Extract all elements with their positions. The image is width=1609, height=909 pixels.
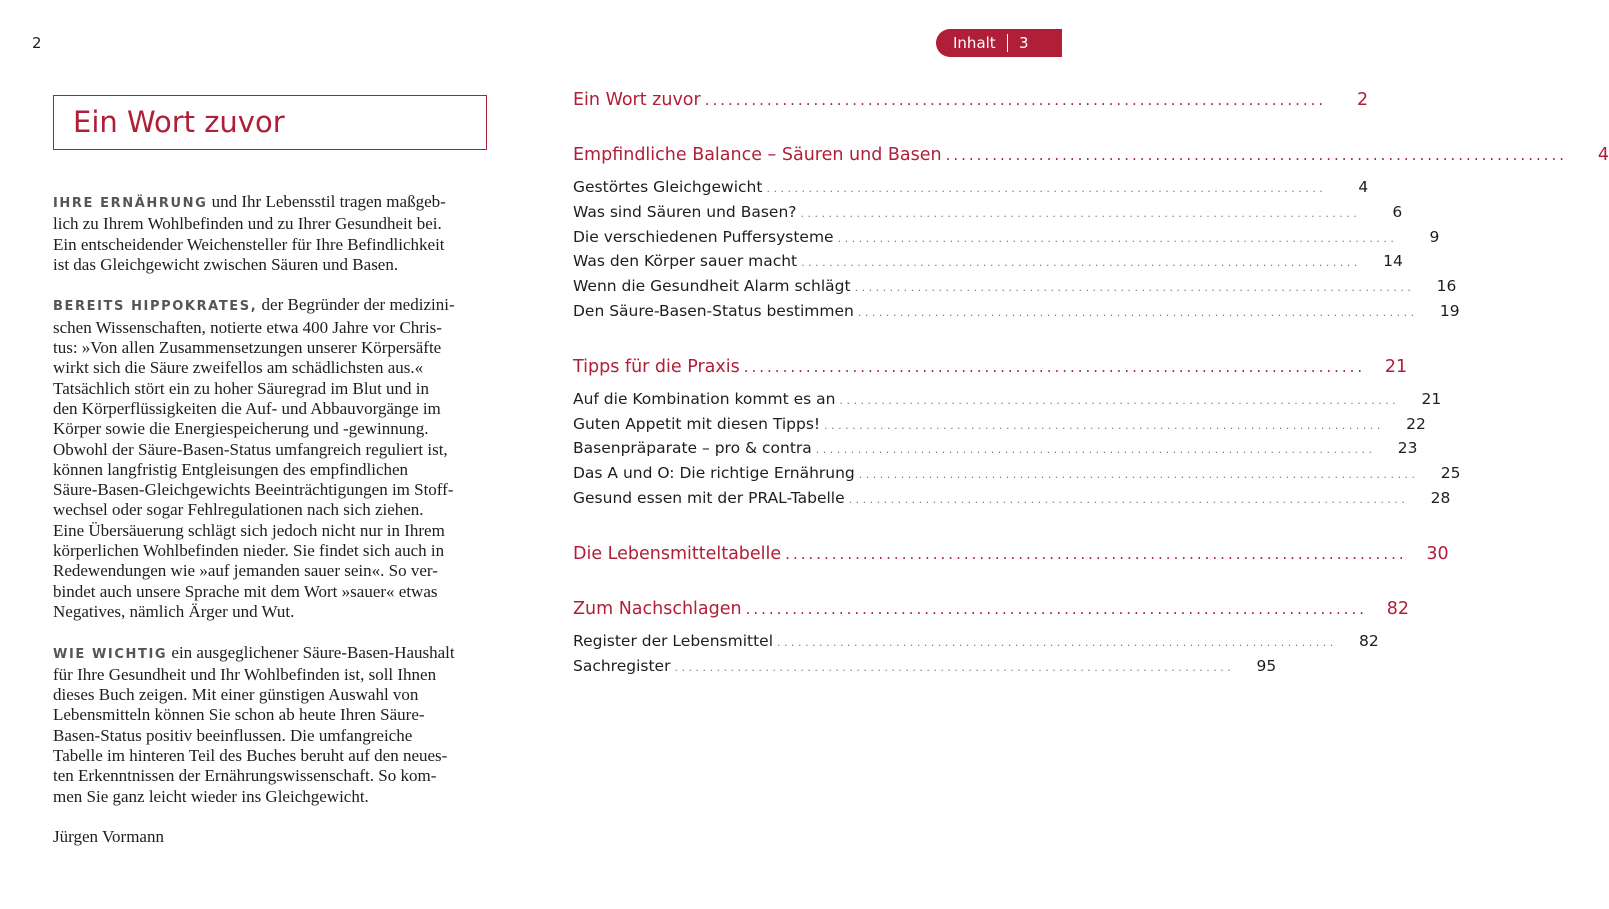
toc-spacer: [573, 379, 1011, 387]
intro-paragraph: [53, 192, 491, 275]
intro-line: [53, 338, 491, 358]
intro-line-text: und Ihr Lebensstil tragen maßgeb-: [207, 192, 446, 211]
intro-text: [53, 192, 491, 848]
intro-lead-in: BEREITS HIPPOKRATES,: [53, 299, 258, 315]
author-signature: Jürgen Vormann: [53, 827, 164, 847]
toc-entry-title: Gestörtes Gleichgewicht: [573, 178, 763, 196]
toc-entry-title: Auf die Kombination kommt es an: [573, 389, 836, 408]
intro-line-text: wechsel oder sogar Fehlregulationen nach sich ziehen.: [53, 500, 424, 520]
table-of-contents: [573, 88, 1609, 678]
intro-line: [53, 665, 491, 685]
intro-line-text: Negatives, nämlich Ärger und Wut.: [53, 601, 295, 621]
toc-entry-page: 22: [1406, 414, 1426, 433]
intro-line-text: Säure-Basen-Gleichgewichts Beeinträchtigungen im Stoff-: [53, 480, 454, 500]
intro-title-box: [53, 95, 487, 150]
toc-entry-page: 14: [1383, 252, 1403, 271]
intro-line: [53, 480, 491, 500]
intro-line: [53, 235, 491, 255]
intro-line: [53, 379, 491, 399]
intro-line: [53, 192, 491, 214]
intro-line-text: tus: »Von allen Zusammensetzungen unserer Körpersäfte: [53, 338, 442, 358]
toc-entry-page: 19: [1439, 301, 1460, 320]
intro-line: [53, 358, 491, 378]
intro-line-text: schen Wissenschaften, notierte etwa 400 Jahre vor Chris-: [53, 317, 442, 337]
toc-section-page: 82: [1386, 598, 1410, 619]
intro-paragraph: [53, 643, 491, 807]
toc-entry-title: Guten Appetit mit diesen Tipps!: [573, 414, 821, 433]
toc-entry[interactable]: [573, 225, 1440, 250]
section-tab-page-number: 3: [1019, 34, 1029, 52]
toc-leader-dots: ................................................................................: [704, 91, 1327, 109]
toc-section-title: Ein Wort zuvor: [573, 90, 701, 110]
toc-leader-dots: ................................................................................: [858, 468, 1419, 482]
toc-section-title: Zum Nachschlagen: [573, 598, 742, 619]
toc-leader-dots: ................................................................................: [743, 357, 1366, 376]
toc-section-page: 21: [1384, 356, 1408, 377]
intro-line: [53, 214, 491, 234]
toc-entry[interactable]: [573, 274, 1457, 299]
toc-entry-title: Wenn die Gesundheit Alarm schlägt: [573, 277, 851, 296]
toc-entry-title: Das A und O: Die richtige Ernährung: [573, 464, 855, 483]
intro-line-text: körperlichen Wohlbefinden nieder. Sie findet sich auch in: [53, 541, 445, 561]
toc-section-heading[interactable]: [573, 597, 1410, 621]
intro-line-text: Eine Übersäuerung schlägt sich jedoch nicht nur in Ihrem: [53, 520, 445, 540]
toc-leader-dots: ................................................................................: [674, 660, 1235, 674]
toc-leader-dots: ................................................................................: [745, 599, 1368, 618]
toc-entry-page: 82: [1359, 631, 1379, 650]
intro-line: [53, 419, 491, 439]
toc-leader-dots: ................................................................................: [815, 443, 1376, 457]
intro-line-text: Basen-Status positiv beeinflussen. Die umfangreiche: [53, 725, 413, 745]
intro-line-text: Redewendungen wie »auf jemanden sauer sein«. So ver-: [53, 561, 438, 581]
toc-leader-dots: ................................................................................: [785, 544, 1407, 563]
toc-entry-page: 16: [1436, 277, 1457, 296]
toc-section-heading[interactable]: [573, 88, 1369, 112]
toc-entry[interactable]: [573, 387, 1442, 412]
toc-entry-title: Register der Lebensmittel: [573, 631, 773, 650]
intro-line-text: der Begründer der medizini-: [257, 295, 455, 315]
intro-line: [53, 685, 491, 705]
section-tab-label: Inhalt: [953, 34, 996, 52]
toc-entry-page: 6: [1392, 202, 1403, 221]
intro-title: Ein Wort zuvor: [73, 105, 285, 139]
intro-line: [53, 399, 491, 419]
toc-entry[interactable]: [573, 629, 1379, 654]
intro-line-text: ten Erkenntnissen der Ernährungswissenschaft. So kom-: [53, 766, 437, 786]
intro-line-text: Ein entscheidender Weichensteller für Ihre Befindlichkeit: [53, 234, 445, 254]
intro-line: [53, 521, 491, 541]
intro-line-text: dieses Buch zeigen. Mit einer günstigen Auswahl von: [53, 685, 419, 705]
intro-line-text: für Ihre Gesundheit und Ihr Wohlbefinden ist, soll Ihnen: [53, 664, 437, 684]
toc-leader-dots: ................................................................................: [839, 393, 1400, 407]
toc-section-page: 4: [1597, 145, 1609, 165]
intro-line-text: lich zu Ihrem Wohlbefinden und zu Ihrer Gesundheit bei.: [53, 214, 442, 234]
toc-spacer: [573, 167, 1011, 175]
toc-spacer: [573, 112, 1011, 143]
toc-leader-dots: ................................................................................: [854, 281, 1415, 295]
toc-entry-page: 4: [1358, 178, 1369, 196]
toc-leader-dots: ................................................................................: [837, 231, 1398, 245]
toc-entry-title: Den Säure-Basen-Status bestimmen: [573, 301, 854, 320]
left-page-number: 2: [32, 34, 42, 52]
toc-spacer: [573, 511, 1011, 542]
toc-entry-page: 21: [1421, 389, 1442, 408]
toc-entry-title: Die verschiedenen Puffersysteme: [573, 227, 834, 246]
intro-line: [53, 787, 491, 807]
toc-leader-dots: ................................................................................: [857, 305, 1418, 319]
intro-line-text: können langfristig Entgleisungen des empfindlichen: [53, 459, 409, 479]
toc-entry[interactable]: [573, 412, 1426, 437]
intro-line-text: bindet auch unsere Sprache mit dem Wort »sauer« etwas: [53, 581, 438, 601]
toc-section-page: 2: [1357, 90, 1369, 110]
intro-paragraph: [53, 295, 491, 622]
intro-line-text: Tabelle im hinteren Teil des Buches beruht auf den neues-: [53, 746, 448, 766]
intro-line-text: Lebensmitteln können Sie schon ab heute Ihren Säure-: [53, 705, 425, 725]
toc-entry-page: 25: [1440, 464, 1461, 483]
toc-section-heading[interactable]: [573, 143, 1609, 167]
toc-entry-title: Sachregister: [573, 656, 671, 675]
toc-section-title: Tipps für die Praxis: [573, 356, 740, 377]
toc-entry-page: 95: [1256, 656, 1277, 675]
toc-leader-dots: ................................................................................: [848, 492, 1409, 506]
toc-entry[interactable]: [573, 299, 1460, 324]
toc-leader-dots: ................................................................................: [800, 206, 1361, 220]
toc-entry-title: Was sind Säuren und Basen?: [573, 202, 797, 221]
intro-line: [53, 440, 491, 460]
intro-line-text: Obwohl der Säure-Basen-Status umfangreich reguliert ist,: [53, 439, 448, 459]
intro-line-text: Tatsächlich stört ein zu hoher Säuregrad im Blut und in: [53, 378, 430, 398]
toc-section-heading[interactable]: [573, 542, 1449, 566]
intro-lead-in: WIE WICHTIG: [53, 646, 168, 662]
intro-line-text: men Sie ganz leicht wieder ins Gleichgewicht.: [53, 786, 369, 806]
toc-spacer: [573, 621, 1011, 629]
intro-line-text: Körper sowie die Energiespeicherung und -gewinnung.: [53, 419, 429, 439]
toc-section-page: 30: [1426, 543, 1449, 564]
intro-line: [53, 318, 491, 338]
toc-entry-page: 9: [1429, 227, 1440, 246]
intro-line: [53, 255, 491, 275]
toc-entry-title: Was den Körper sauer macht: [573, 252, 798, 271]
intro-line: [53, 582, 491, 602]
intro-line: [53, 726, 491, 746]
toc-leader-dots: ................................................................................: [777, 635, 1337, 649]
intro-line-text: den Körperflüssigkeiten die Auf- und Abbauvorgänge im: [53, 398, 441, 418]
intro-line: [53, 643, 491, 665]
toc-spacer: [573, 566, 1011, 597]
toc-entry-title: Basenpräparate – pro & contra: [573, 439, 812, 458]
section-tab-divider: [1007, 34, 1008, 52]
toc-entry[interactable]: [573, 175, 1369, 200]
intro-line: [53, 541, 491, 561]
toc-entry-title: Gesund essen mit der PRAL-Tabelle: [573, 488, 845, 507]
intro-line-text: wirkt sich die Säure zweifellos am schädlichsten aus.«: [53, 358, 424, 378]
toc-leader-dots: ................................................................................: [766, 182, 1327, 195]
toc-entry[interactable]: [573, 461, 1461, 486]
intro-line: [53, 746, 491, 766]
toc-leader-dots: ................................................................................: [945, 146, 1568, 164]
intro-line: [53, 460, 491, 480]
intro-line-text: ein ausgeglichener Säure-Basen-Haushalt: [167, 642, 455, 662]
section-tab: [936, 29, 1062, 57]
intro-line: [53, 705, 491, 725]
toc-section-heading[interactable]: [573, 355, 1408, 379]
toc-entry[interactable]: [573, 200, 1403, 225]
toc-leader-dots: ................................................................................: [801, 256, 1361, 270]
intro-line-text: ist das Gleichgewicht zwischen Säuren und Basen.: [53, 254, 399, 274]
toc-entry[interactable]: [573, 486, 1451, 511]
toc-entry[interactable]: [573, 654, 1277, 679]
toc-entry-page: 28: [1430, 488, 1451, 507]
intro-line: [53, 500, 491, 520]
intro-line: [53, 295, 491, 317]
toc-section-title: Die Lebensmitteltabelle: [573, 543, 782, 564]
intro-line: [53, 766, 491, 786]
intro-line: [53, 561, 491, 581]
toc-leader-dots: ................................................................................: [824, 418, 1384, 432]
intro-line: [53, 602, 491, 622]
toc-section-title: Empfindliche Balance – Säuren und Basen: [573, 145, 942, 165]
toc-entry-page: 23: [1397, 439, 1418, 458]
toc-entry[interactable]: [573, 249, 1403, 274]
toc-spacer: [573, 324, 1011, 355]
toc-entry[interactable]: [573, 436, 1418, 461]
intro-lead-in: IHRE ERNÄHRUNG: [53, 196, 208, 211]
